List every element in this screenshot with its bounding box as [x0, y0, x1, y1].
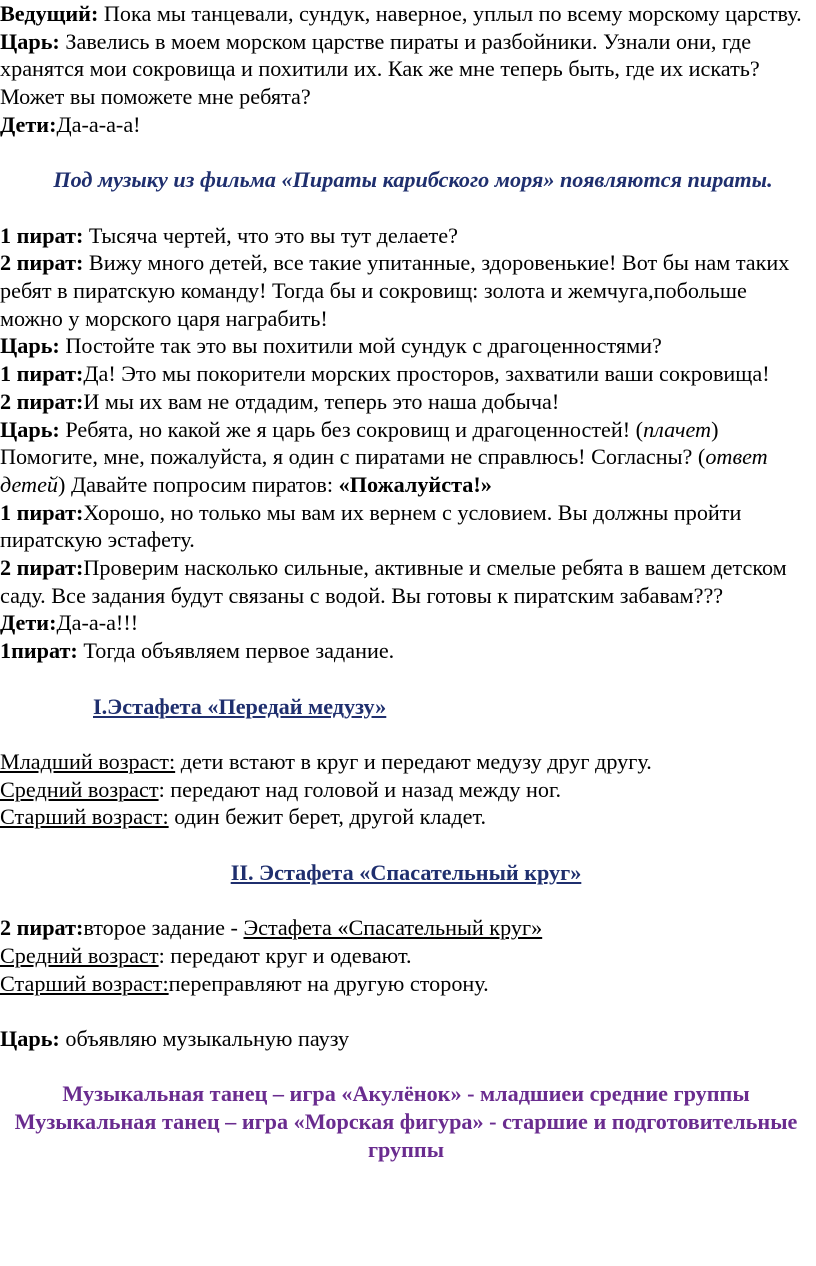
speaker-label: Дети:	[0, 610, 57, 636]
line-text: Завелись в моем морском царстве пираты и разбойники. Узнали они, где хранятся мои сокровища и похитили их. Как же мне теперь быть, где их искать? Может вы поможете мне ребята?	[0, 28, 760, 110]
speaker-label: Дети:	[0, 111, 57, 137]
line-text: Пока мы танцевали, сундук, наверное, уплыл по всему морскому царству.	[98, 1, 802, 26]
plea-text-1: Ребята, но какой же я царь без сокровищ и драгоценностей! (	[59, 416, 644, 442]
relay-1-item	[0, 803, 812, 831]
age-group-label: Средний возраст	[0, 942, 159, 968]
age-group-text: переправляют на другую сторону.	[168, 970, 489, 996]
age-group-label: Средний возраст	[0, 776, 159, 802]
line-text: Тогда объявляем первое задание.	[77, 638, 395, 664]
age-group-text: дети встают в круг и передают медузу друг другу.	[175, 748, 652, 774]
dialog-line	[0, 499, 812, 554]
tsar-plea	[0, 416, 812, 499]
relay-1-item	[0, 776, 812, 804]
relay-1-title: I.Эстафета «Передай медузу»	[93, 693, 387, 719]
speaker-label: 1 пират:	[0, 361, 84, 387]
line-text: И мы их вам не отдадим, теперь это наша добыча!	[83, 388, 560, 414]
dialog-line	[0, 609, 812, 637]
speaker-label: 2 пират:	[0, 250, 84, 276]
age-group-label: Старший возраст:	[0, 970, 169, 996]
plea-please: «Пожалуйста!»	[338, 471, 492, 497]
age-group-text: : передают над головой и назад между ног.	[158, 776, 562, 802]
line-text: Да-а-а-а!	[56, 111, 141, 137]
speaker-label: Царь:	[0, 416, 60, 442]
relay-2-intro	[0, 914, 812, 942]
dialog-line	[0, 332, 812, 360]
plea-text-2: ) Помогите, мне, пожалуйста, я один с пиратами не справлюсь! Согласны? (	[0, 416, 719, 470]
line-text: Тысяча чертей, что это вы тут делаете?	[83, 222, 458, 248]
line-text: Хорошо, но только мы вам их вернем с условием. Вы должны пройти пиратскую эстафету.	[0, 499, 742, 553]
line-tsar	[0, 28, 812, 111]
line-text: Вижу много детей, все такие упитанные, здоровенькие! Вот бы нам таких ребят в пиратскую команду! Тогда бы и сокровищ: золота и жемчуга,побольше можно у морского царя награбить!	[0, 250, 790, 331]
speaker-label: 1пират:	[0, 638, 78, 664]
stage-direction: Под музыку из фильма «Пираты карибского моря» появляются пираты.	[53, 167, 773, 193]
dialog-line	[0, 360, 812, 388]
music-game-1: Музыкальная танец – игра «Акулёнок» - младшиеи средние группы	[62, 1081, 750, 1107]
dialog-line	[0, 249, 812, 332]
speaker-label: 1 пират:	[0, 222, 84, 248]
relay-2-item	[0, 970, 812, 998]
speaker-label: Царь:	[0, 28, 60, 54]
plea-remark-cries: плачет	[643, 416, 712, 442]
music-game-2: Музыкальная танец – игра «Морская фигура» - старшие и подготовительные группы	[14, 1109, 798, 1162]
speaker-label: 2 пират:	[0, 388, 84, 414]
music-pause-line	[0, 1025, 812, 1053]
line-text: Проверим насколько сильные, активные и смелые ребята в вашем детском саду. Все задания будут связаны с водой. Вы готовы к пиратским забавам???	[0, 555, 787, 608]
speaker-label: 2 пират:	[0, 555, 84, 581]
speaker-label: Царь:	[0, 1025, 60, 1051]
speaker-label: Ведущий:	[0, 1, 99, 26]
age-group-label: Старший возраст:	[0, 804, 169, 830]
relay-2-name: Эстафета «Спасательный круг»	[243, 915, 543, 941]
dialog-line	[0, 637, 812, 665]
age-group-text: один бежит берет, другой кладет.	[168, 804, 487, 830]
age-group-text: : передают круг и одевают.	[158, 942, 412, 968]
relay-2-item	[0, 942, 812, 970]
line-text: второе задание -	[83, 915, 244, 941]
line-host	[0, 0, 812, 28]
relay-1-item	[0, 748, 812, 776]
dialog-line	[0, 388, 812, 416]
line-children	[0, 111, 812, 139]
plea-remark-answer: ответ детей	[0, 444, 768, 497]
plea-text-3: ) Давайте попросим пиратов:	[58, 471, 339, 497]
speaker-label: 2 пират:	[0, 915, 84, 941]
age-group-label: Младший возраст:	[0, 748, 176, 774]
line-text: объявляю музыкальную паузу	[59, 1025, 350, 1051]
speaker-label: Царь:	[0, 333, 60, 359]
dialog-line	[0, 222, 812, 250]
line-text: Постойте так это вы похитили мой сундук с драгоценностями?	[59, 333, 662, 359]
speaker-label: 1 пират:	[0, 499, 84, 525]
line-text: Да! Это мы покорители морских просторов, захватили ваши сокровища!	[83, 361, 770, 387]
line-text: Да-а-а!!!	[56, 610, 139, 636]
dialog-line	[0, 554, 812, 609]
relay-2-title: II. Эстафета «Спасательный круг»	[230, 859, 582, 885]
